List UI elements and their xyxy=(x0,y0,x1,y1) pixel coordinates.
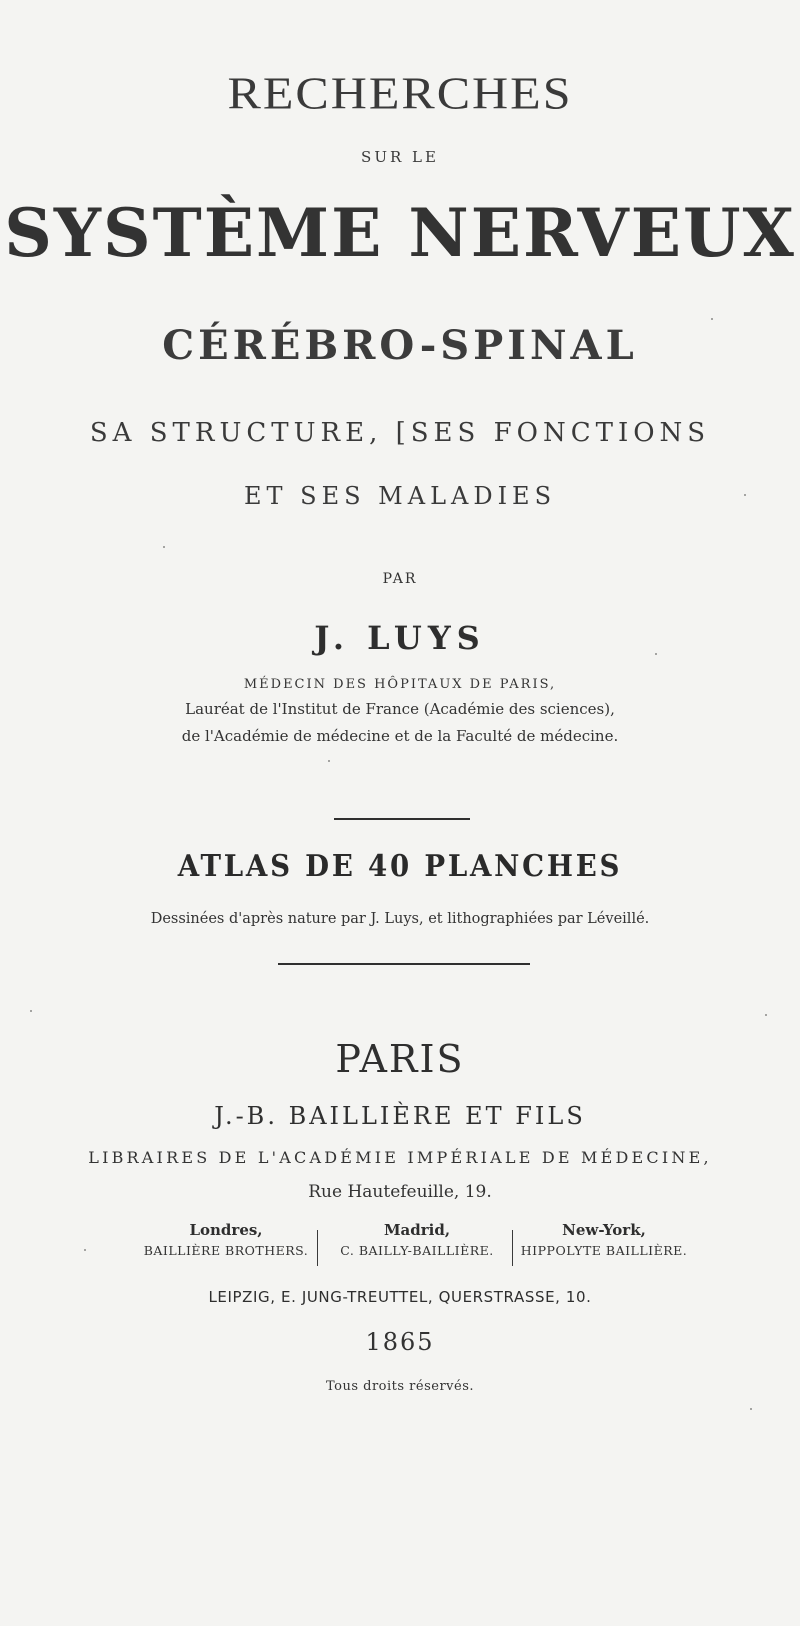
imprint-city: PARIS xyxy=(335,1037,465,1081)
leipzig-imprint: LEIPZIG, E. JUNG-TREUTTEL, QUERSTRASSE, 10. xyxy=(208,1288,592,1306)
by-label: PAR xyxy=(382,571,418,587)
column-separator xyxy=(512,1230,513,1266)
scan-speck xyxy=(328,760,330,762)
scan-speck xyxy=(711,318,713,320)
rights-notice: Tous droits réservés. xyxy=(325,1379,475,1394)
agent-madrid xyxy=(322,1220,512,1262)
divider-rule xyxy=(278,963,530,965)
subtitle-maladies: ET SES MALADIES xyxy=(243,482,557,510)
agent-name: BAILLIÈRE BROTHERS. xyxy=(143,1243,309,1258)
agent-new-york xyxy=(518,1220,690,1262)
agents-row xyxy=(130,1220,690,1270)
subtitle-structure: SA STRUCTURE, [SES FONCTIONS xyxy=(89,418,711,448)
divider-rule xyxy=(334,818,470,820)
publisher-role: LIBRAIRES DE L'ACADÉMIE IMPÉRIALE DE MÉDECINE, xyxy=(88,1148,712,1167)
title-sur-le: SUR LE xyxy=(361,148,439,166)
atlas-note: Dessinées d'après nature par J. Luys, et lithographiées par Léveillé. xyxy=(150,911,650,927)
author-title-3: de l'Académie de médecine et de la Faculté de médecine. xyxy=(181,727,619,745)
publisher-address: Rue Hautefeuille, 19. xyxy=(308,1182,492,1202)
scan-speck xyxy=(750,1408,752,1410)
agent-city: New-York, xyxy=(562,1221,646,1239)
agent-name: C. BAILLY-BAILLIÈRE. xyxy=(340,1243,494,1258)
scan-speck xyxy=(84,1249,86,1251)
scan-speck xyxy=(744,494,746,496)
publication-year: 1865 xyxy=(365,1328,435,1356)
title-recherches: RECHERCHES xyxy=(227,67,573,119)
author-title-2: Lauréat de l'Institut de France (Académie des sciences), xyxy=(185,700,615,718)
agent-city: Londres, xyxy=(189,1221,263,1239)
agent-name: HIPPOLYTE BAILLIÈRE. xyxy=(520,1243,688,1258)
publisher-name: J.-B. BAILLIÈRE ET FILS xyxy=(214,1102,586,1130)
author-title-1: MÉDECIN DES HÔPITAUX DE PARIS, xyxy=(243,677,557,692)
scan-speck xyxy=(30,1010,32,1012)
column-separator xyxy=(317,1230,318,1266)
agent-city: Madrid, xyxy=(383,1221,451,1239)
agent-london xyxy=(136,1220,316,1262)
author-name: J. LUYS xyxy=(314,619,486,657)
scan-speck xyxy=(765,1014,767,1016)
title-cerebro-spinal: CÉRÉBRO-SPINAL xyxy=(162,322,638,369)
scan-speck xyxy=(655,653,657,655)
atlas-heading: ATLAS DE 40 PLANCHES xyxy=(177,849,623,884)
title-systeme-nerveux: SYSTÈME NERVEUX xyxy=(4,194,796,272)
scan-speck xyxy=(163,546,165,548)
